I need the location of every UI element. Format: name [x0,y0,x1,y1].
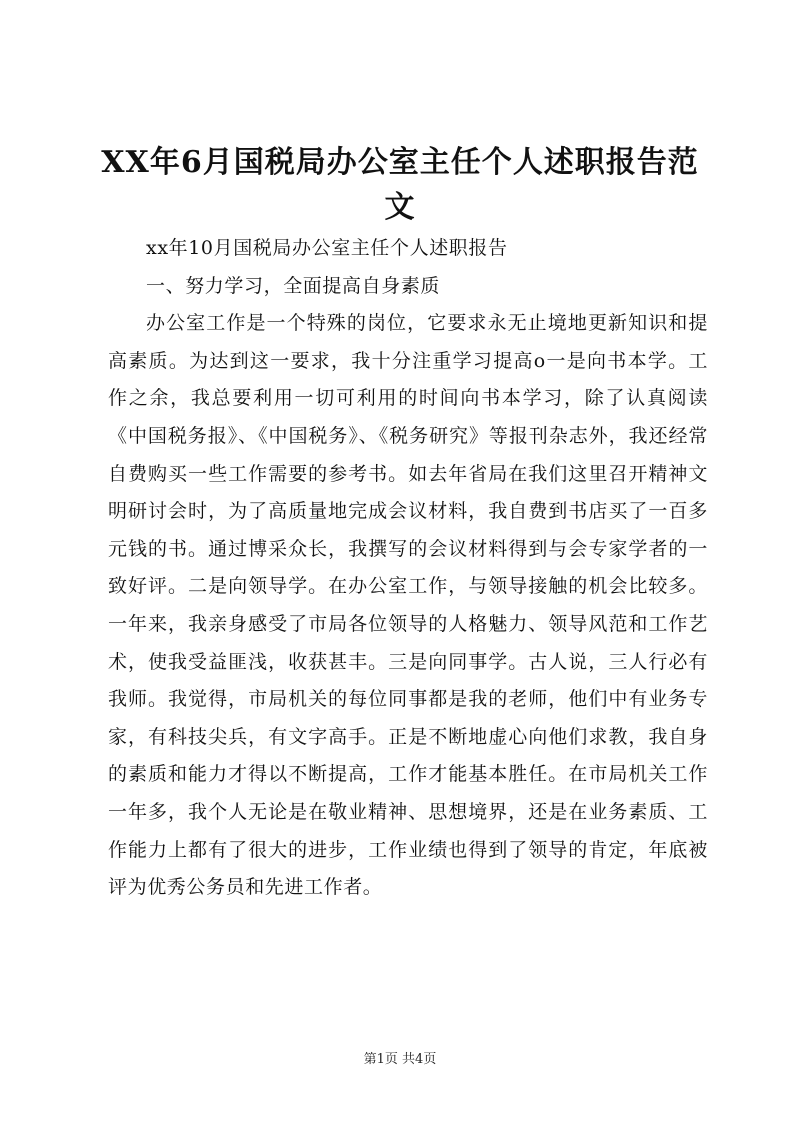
section-heading-paragraph: 一、努力学习，全面提高自身素质 [146,274,441,297]
document-body [108,230,708,907]
report-subtitle-paragraph: xx年10月国税局办公室主任个人述职报告 [146,237,508,259]
body-paragraph: 办公室工作是一个特殊的岗位，它要求永无止境地更新知识和提高素质。为达到这一要求，我十分注重学习提高o一是向书本学。工作之余，我总要利用一切可利用的时间向书本学习，除了认真阅读《中国税务报》、《中国税务》、《税务研究》等报刊杂志外，我还经常自费购买一些工作需要的参考书。如去年省局在我们这里召开精神文明研讨会时，为了高质量地完成会议材料，我自费到书店买了一百多元钱的书。通过博采众长，我撰写的会议材料得到与会专家学者的一致好评。二是向领导学。在办公室工作，与领导接触的机会比较多。一年来，我亲身感受了市局各位领导的人格魅力、领导风范和工作艺术，使我受益匪浅，收获甚丰。三是向同事学。古人说，三人行必有我师。我觉得，市局机关的每位同事都是我的老师，他们中有业务专家，有科技尖兵，有文字高手。正是不断地虚心向他们求教，我自身的素质和能力才得以不断提高，工作才能基本胜任。在市局机关工作一年多，我个人无论是在敬业精神、思想境界，还是在业务素质、工作能力上都有了很大的进步，工作业绩也得到了领导的肯定，年底被评为优秀公务员和先进工作者。 [108,312,708,899]
page-footer: 第1页 共4页 [363,1052,437,1067]
document-title: XX年6月国税局办公室主任个人述职报告范文 [101,145,699,225]
